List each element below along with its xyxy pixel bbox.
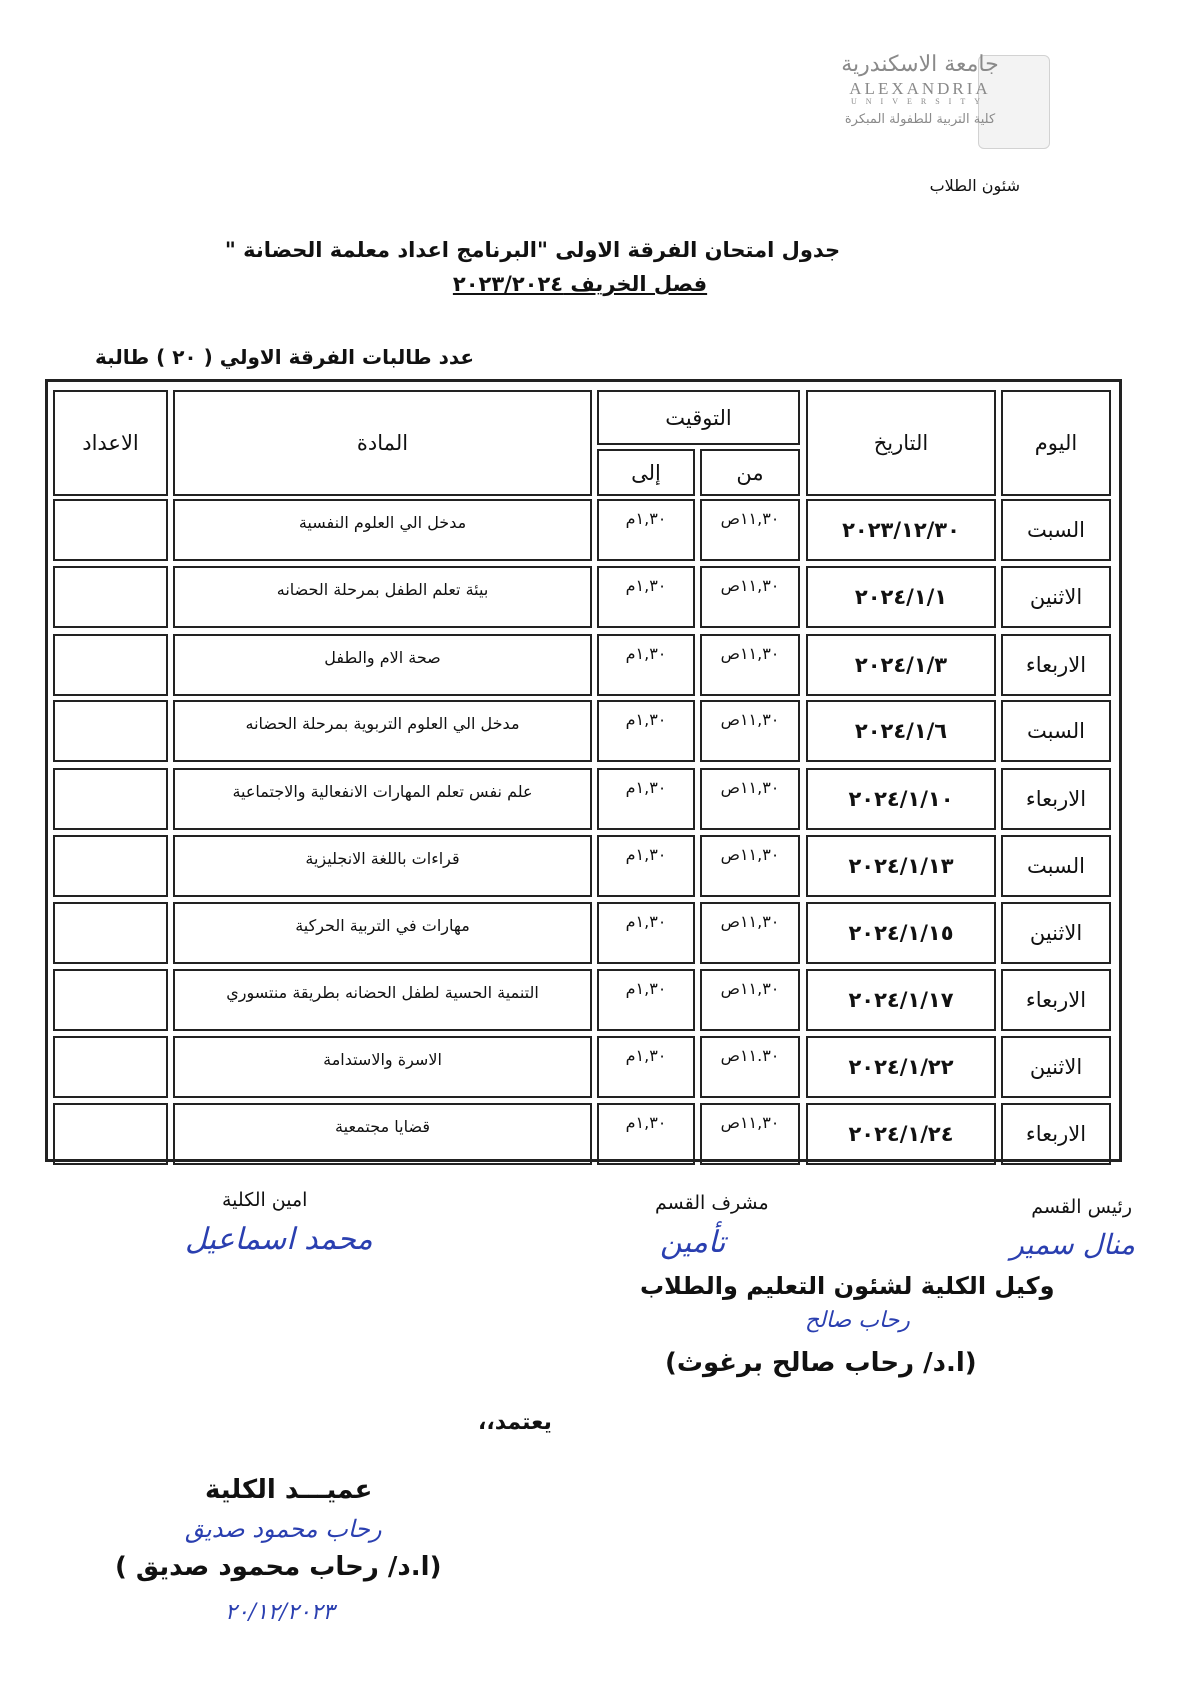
header-day: اليوم <box>1001 390 1111 496</box>
row-6-day: السبت <box>1001 835 1111 897</box>
row-1-to: ١,٣٠م <box>597 499 695 561</box>
approval-label: يعتمد،، <box>478 1410 552 1435</box>
vice-dean-title: وكيل الكلية لشئون التعليم والطلاب <box>640 1272 1055 1300</box>
row-10-prep <box>53 1103 168 1165</box>
row-2-prep <box>53 566 168 628</box>
row-8-prep <box>53 969 168 1031</box>
logo-arabic: جامعة الاسكندرية <box>841 52 999 77</box>
row-1-subject: مدخل الي العلوم النفسية <box>173 499 592 561</box>
row-10-to: ١,٣٠م <box>597 1103 695 1165</box>
secretary-signature: محمد اسماعيل <box>185 1222 373 1257</box>
row-8-subject: التنمية الحسية لطفل الحضانه بطريقة منتسوري <box>173 969 592 1031</box>
row-3-from: ١١,٣٠ص <box>700 634 800 696</box>
supervisor-signature: تأمين <box>660 1225 726 1260</box>
row-3-to: ١,٣٠م <box>597 634 695 696</box>
row-1-day: السبت <box>1001 499 1111 561</box>
vice-dean-signature: رحاب صالح <box>805 1308 910 1333</box>
row-2-day: الاثنين <box>1001 566 1111 628</box>
row-8-date: ٢٠٢٤/١/١٧ <box>806 969 996 1031</box>
header-from: من <box>700 449 800 496</box>
row-6-subject: قراءات باللغة الانجليزية <box>173 835 592 897</box>
secretary-title: امين الكلية <box>222 1189 308 1211</box>
row-9-day: الاثنين <box>1001 1036 1111 1098</box>
row-6-date: ٢٠٢٤/١/١٣ <box>806 835 996 897</box>
dean-title: عميـــد الكلية <box>205 1475 373 1505</box>
row-9-subject: الاسرة والاستدامة <box>173 1036 592 1098</box>
row-8-from: ١١,٣٠ص <box>700 969 800 1031</box>
row-5-day: الاربعاء <box>1001 768 1111 830</box>
row-9-date: ٢٠٢٤/١/٢٢ <box>806 1036 996 1098</box>
row-7-from: ١١,٣٠ص <box>700 902 800 964</box>
dean-signature: رحاب محمود صديق <box>185 1515 382 1543</box>
university-logo <box>820 52 1020 127</box>
row-4-subject: مدخل الي العلوم التربوية بمرحلة الحضانه <box>173 700 592 762</box>
logo-english: ALEXANDRIA <box>849 79 991 98</box>
row-6-to: ١,٣٠م <box>597 835 695 897</box>
row-3-date: ٢٠٢٤/١/٣ <box>806 634 996 696</box>
row-3-prep <box>53 634 168 696</box>
header-to: إلى <box>597 449 695 496</box>
header-prep: الاعداد <box>53 390 168 496</box>
dean-signature-date: ٢٠/١٢/٢٠٢٣ <box>225 1600 335 1625</box>
row-9-from: ١١.٣٠ص <box>700 1036 800 1098</box>
page-title: جدول امتحان الفرقة الاولى "البرنامج اعداد معلمة الحضانة " <box>224 238 841 262</box>
row-2-from: ١١,٣٠ص <box>700 566 800 628</box>
head-of-dept-signature: منال سمير <box>1010 1228 1135 1261</box>
row-10-day: الاربعاء <box>1001 1103 1111 1165</box>
header-subject: المادة <box>173 390 592 496</box>
row-7-subject: مهارات في التربية الحركية <box>173 902 592 964</box>
row-7-to: ١,٣٠م <box>597 902 695 964</box>
exam-schedule-table <box>45 379 1122 1162</box>
student-count: عدد طالبات الفرقة الاولي ( ٢٠ ) طالبة <box>95 345 475 369</box>
header-date: التاريخ <box>806 390 996 496</box>
row-7-day: الاثنين <box>1001 902 1111 964</box>
row-8-day: الاربعاء <box>1001 969 1111 1031</box>
row-4-day: السبت <box>1001 700 1111 762</box>
row-5-date: ٢٠٢٤/١/١٠ <box>806 768 996 830</box>
vice-dean-name: (ا.د/ رحاب صالح برغوث) <box>665 1348 977 1378</box>
row-5-prep <box>53 768 168 830</box>
row-10-date: ٢٠٢٤/١/٢٤ <box>806 1103 996 1165</box>
row-6-from: ١١,٣٠ص <box>700 835 800 897</box>
row-1-date: ٢٠٢٣/١٢/٣٠ <box>806 499 996 561</box>
row-4-from: ١١,٣٠ص <box>700 700 800 762</box>
row-3-day: الاربعاء <box>1001 634 1111 696</box>
row-2-to: ١,٣٠م <box>597 566 695 628</box>
row-3-subject: صحة الام والطفل <box>173 634 592 696</box>
row-10-from: ١١,٣٠ص <box>700 1103 800 1165</box>
row-4-date: ٢٠٢٤/١/٦ <box>806 700 996 762</box>
dean-name: (ا.د/ رحاب محمود صديق ) <box>115 1552 442 1582</box>
semester-title <box>430 272 730 296</box>
row-5-from: ١١,٣٠ص <box>700 768 800 830</box>
row-9-prep <box>53 1036 168 1098</box>
head-of-dept-title: رئيس القسم <box>1031 1196 1132 1218</box>
row-8-to: ١,٣٠م <box>597 969 695 1031</box>
row-10-subject: قضايا مجتمعية <box>173 1103 592 1165</box>
row-9-to: ١,٣٠م <box>597 1036 695 1098</box>
row-1-from: ١١,٣٠ص <box>700 499 800 561</box>
header-timing: التوقيت <box>597 390 800 445</box>
row-7-date: ٢٠٢٤/١/١٥ <box>806 902 996 964</box>
row-5-subject: علم نفس تعلم المهارات الانفعالية والاجتماعية <box>173 768 592 830</box>
row-2-subject: بيئة تعلم الطفل بمرحلة الحضانه <box>173 566 592 628</box>
row-4-prep <box>53 700 168 762</box>
row-5-to: ١,٣٠م <box>597 768 695 830</box>
row-7-prep <box>53 902 168 964</box>
logo-university: UNIVERSITY <box>851 97 989 106</box>
row-1-prep <box>53 499 168 561</box>
row-6-prep <box>53 835 168 897</box>
department-label: شئون الطلاب <box>929 176 1020 195</box>
faculty-name: كلية التربية للطفولة المبكرة <box>844 112 996 127</box>
row-4-to: ١,٣٠م <box>597 700 695 762</box>
supervisor-title: مشرف القسم <box>655 1192 769 1214</box>
row-2-date: ٢٠٢٤/١/١ <box>806 566 996 628</box>
semester-title-text: فصل الخريف ٢٠٢٣/٢٠٢٤ <box>452 272 708 296</box>
